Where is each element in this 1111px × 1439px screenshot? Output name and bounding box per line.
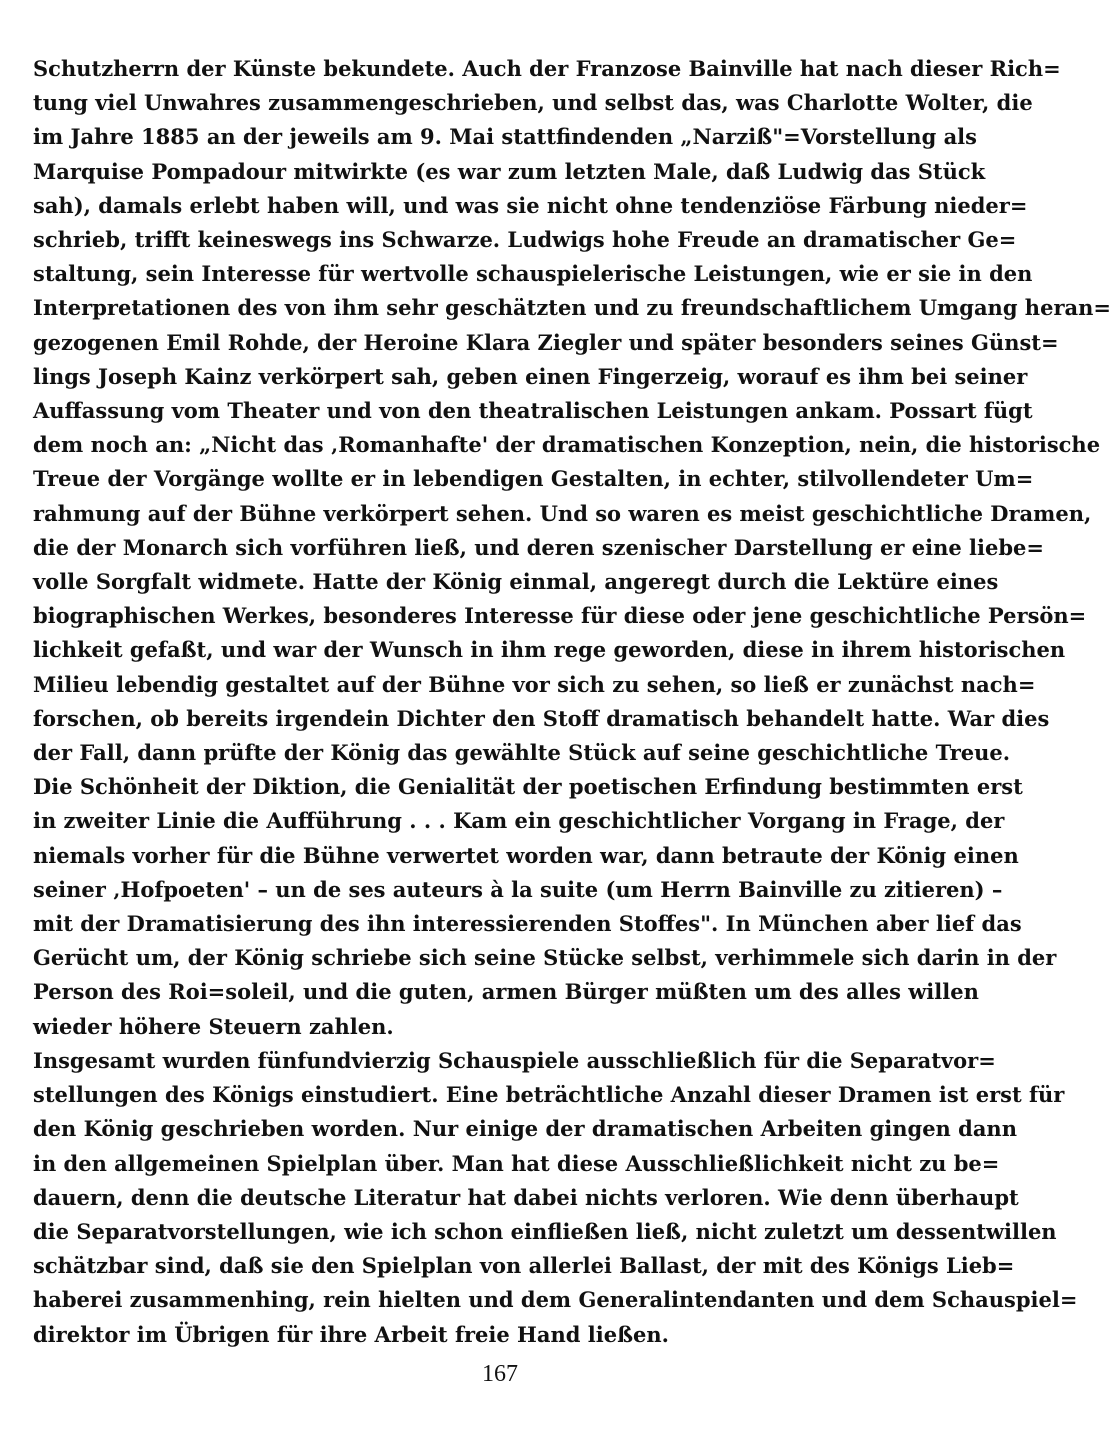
text-line: biographischen Werkes, besonderes Interesse für diese oder jene geschichtliche Persön= xyxy=(33,603,1087,629)
text-line: in den allgemeinen Spielplan über. Man hat diese Ausschließlichkeit nicht zu be= xyxy=(33,1150,1000,1176)
text-line: die Separatvorstellungen, wie ich schon einfließen ließ, nicht zuletzt um dessentwillen xyxy=(33,1218,1057,1244)
text-line: Milieu lebendig gestaltet auf der Bühne vor sich zu sehen, so ließ er zunächst nach= xyxy=(33,671,1036,697)
text-line: Interpretationen des von ihm sehr geschätzten und zu freundschaftlichem Umgang heran= xyxy=(33,295,1111,321)
text-line: Marquise Pompadour mitwirkte (es war zum letzten Male, daß Ludwig das Stück xyxy=(33,158,986,184)
text-line: staltung, sein Interesse für wertvolle schauspielerische Leistungen, wie er sie in den xyxy=(33,261,1033,287)
text-line: Treue der Vorgänge wollte er in lebendigen Gestalten, in echter, stilvollendeter Um= xyxy=(33,466,1034,492)
text-line: der Fall, dann prüfte der König das gewählte Stück auf seine geschichtliche Treue. xyxy=(33,740,1011,766)
text-line: lings Joseph Kainz verkörpert sah, geben einen Fingerzeig, worauf es ihm bei seiner xyxy=(33,363,1028,389)
text-line: Auffassung vom Theater und von den theatralischen Leistungen ankam. Possart fügt xyxy=(33,398,1033,424)
text-line: stellungen des Königs einstudiert. Eine beträchtliche Anzahl dieser Dramen ist erst für xyxy=(33,1082,1065,1108)
text-line: rahmung auf der Bühne verkörpert sehen. Und so waren es meist geschichtliche Dramen, xyxy=(33,500,1092,526)
text-line: Person des Roi=soleil, und die guten, armen Bürger müßten um des alles willen xyxy=(33,979,979,1005)
text-line: wieder höhere Steuern zahlen. xyxy=(33,1013,394,1039)
text-line: Gerücht um, der König schriebe sich seine Stücke selbst, verhimmele sich darin in der xyxy=(33,945,1057,971)
text-line: Die Schönheit der Diktion, die Genialität der poetischen Erfindung bestimmten erst xyxy=(33,774,1023,800)
text-line: Insgesamt wurden fünfundvierzig Schauspiele ausschließlich für die Separatvor= xyxy=(33,1047,996,1073)
text-line: niemals vorher für die Bühne verwertet worden war, dann betraute der König einen xyxy=(33,842,1019,868)
text-line: forschen, ob bereits irgendein Dichter den Stoff dramatisch behandelt hatte. War dies xyxy=(33,705,1050,731)
text-line: lichkeit gefaßt, und war der Wunsch in ihm rege geworden, diese in ihrem historischen xyxy=(33,637,1066,663)
text-line: schätzbar sind, daß sie den Spielplan von allerlei Ballast, der mit des Königs Lieb= xyxy=(33,1253,1015,1279)
page-number: 167 xyxy=(482,1361,518,1387)
text-line: dauern, denn die deutsche Literatur hat dabei nichts verloren. Wie denn überhaupt xyxy=(33,1184,1019,1210)
text-line: gezogenen Emil Rohde, der Heroine Klara Ziegler und später besonders seines Günst= xyxy=(33,329,1059,355)
text-line: direktor im Übrigen für ihre Arbeit freie Hand ließen. xyxy=(33,1321,669,1347)
text-line: die der Monarch sich vorführen ließ, und deren szenischer Darstellung er eine liebe= xyxy=(33,534,1044,560)
paragraph-1 xyxy=(33,52,1111,1044)
text-line: haberei zusammenhing, rein hielten und dem Generalintendanten und dem Schauspiel= xyxy=(33,1287,1078,1313)
text-line: den König geschrieben worden. Nur einige der dramatischen Arbeiten gingen dann xyxy=(33,1116,1017,1142)
text-line: seiner ‚Hofpoeten' – un de ses auteurs à la suite (um Herrn Bainville zu zitieren) – xyxy=(33,876,1003,902)
text-line: im Jahre 1885 an der jeweils am 9. Mai stattfindenden „Narziß"=Vorstellung als xyxy=(33,124,977,150)
text-line: mit der Dramatisierung des ihn interessierenden Stoffes". In München aber lief das xyxy=(33,911,1022,937)
text-line: sah), damals erlebt haben will, und was sie nicht ohne tendenziöse Färbung nieder= xyxy=(33,192,1028,218)
paragraph-2 xyxy=(33,1044,1078,1352)
text-line: tung viel Unwahres zusammengeschrieben, und selbst das, was Charlotte Wolter, die xyxy=(33,90,1033,116)
text-line: in zweiter Linie die Aufführung . . . Kam ein geschichtlicher Vorgang in Frage, der xyxy=(33,808,1005,834)
text-line: schrieb, trifft keineswegs ins Schwarze. Ludwigs hohe Freude an dramatischer Ge= xyxy=(33,227,1017,253)
text-line: Schutzherrn der Künste bekundete. Auch der Franzose Bainville hat nach dieser Rich= xyxy=(33,56,1061,81)
text-line: volle Sorgfalt widmete. Hatte der König einmal, angeregt durch die Lektüre eines xyxy=(33,569,999,595)
text-line: dem noch an: „Nicht das ‚Romanhafte' der dramatischen Konzeption, nein, die historische xyxy=(33,432,1101,458)
